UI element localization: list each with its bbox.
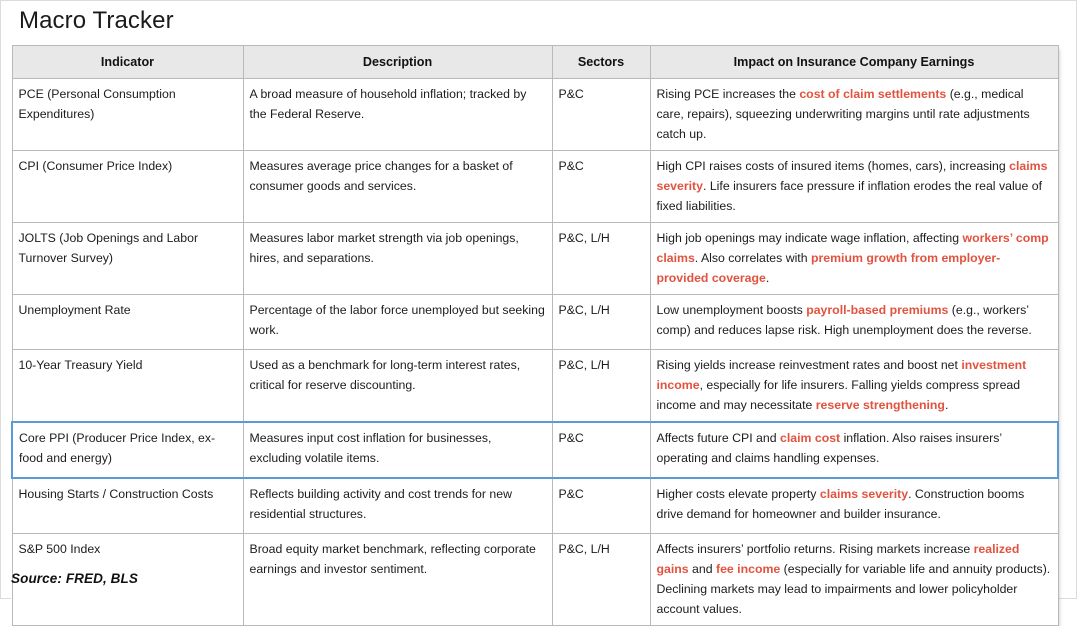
impact-highlight-term: cost of claim settlements xyxy=(799,87,947,101)
impact-text: inflation. Also raises insurers’ operating and claims handling expenses. xyxy=(656,431,1002,465)
table-row[interactable] xyxy=(12,478,1058,533)
table-header-row xyxy=(12,46,1058,79)
impact-text: (especially for variable life and annuity products). Declining markets may lead to impairments and lower policyholder account values. xyxy=(656,561,1051,616)
cell-impact xyxy=(650,422,1058,478)
impact-text: High job openings may indicate wage inflation, affecting xyxy=(656,231,963,245)
impact-text: Rising yields increase reinvestment rates and boost net xyxy=(656,358,962,372)
impact-highlight-term: claims severity xyxy=(656,159,1048,193)
cell-sectors: P&C xyxy=(552,478,650,533)
impact-text: High CPI raises costs of insured items (homes, cars), increasing xyxy=(656,159,1010,173)
impact-text: . Also correlates with xyxy=(694,251,811,265)
impact-text: (e.g., workers’ comp) and reduces lapse risk. High unemployment does the reverse. xyxy=(656,303,1032,337)
cell-description: Broad equity market benchmark, reflecting corporate earnings and investor sentiment. xyxy=(243,533,552,625)
cell-impact xyxy=(650,350,1058,423)
table-header xyxy=(12,46,1058,79)
impact-highlight-term: payroll-based premiums xyxy=(806,303,949,317)
table-row[interactable] xyxy=(12,295,1058,350)
cell-description: Percentage of the labor force unemployed but seeking work. xyxy=(243,295,552,350)
cell-indicator: JOLTS (Job Openings and Labor Turnover Survey) xyxy=(12,223,243,295)
impact-text: . Construction booms drive demand for homeowner and builder insurance. xyxy=(656,487,1025,521)
cell-indicator: CPI (Consumer Price Index) xyxy=(12,151,243,223)
cell-sectors: P&C, L/H xyxy=(552,295,650,350)
impact-highlight-term: reserve strengthening xyxy=(815,398,945,412)
cell-description: Used as a benchmark for long-term interest rates, critical for reserve discounting. xyxy=(243,350,552,423)
table-row[interactable] xyxy=(12,223,1058,295)
cell-indicator: Core PPI (Producer Price Index, ex-food and energy) xyxy=(12,422,243,478)
table-row[interactable] xyxy=(12,350,1058,423)
impact-highlight-term: fee income xyxy=(715,561,781,576)
cell-sectors: P&C xyxy=(552,79,650,151)
cell-description: Measures labor market strength via job openings, hires, and separations. xyxy=(243,223,552,295)
source-note: Source: FRED, BLS xyxy=(11,571,138,586)
impact-highlight-term: investment income xyxy=(656,358,1027,392)
table-row[interactable] xyxy=(12,422,1058,478)
cell-description: Measures average price changes for a basket of consumer goods and services. xyxy=(243,151,552,223)
cell-sectors: P&C, L/H xyxy=(552,350,650,423)
column-header-indicator[interactable]: Indicator xyxy=(12,46,243,79)
macro-tracker-table xyxy=(11,45,1059,626)
impact-text: Higher costs elevate property xyxy=(656,487,820,501)
cell-indicator: S&P 500 Index xyxy=(12,533,243,625)
column-header-description[interactable]: Description xyxy=(243,46,552,79)
cell-impact xyxy=(650,79,1058,151)
table-row[interactable] xyxy=(12,533,1058,625)
page-title: Macro Tracker xyxy=(19,7,174,34)
impact-highlight-term: claims severity xyxy=(819,487,909,501)
cell-indicator: Housing Starts / Construction Costs xyxy=(12,478,243,533)
impact-text: Low unemployment boosts xyxy=(656,303,807,317)
cell-impact xyxy=(650,151,1058,223)
table-row[interactable] xyxy=(12,151,1058,223)
cell-impact xyxy=(650,295,1058,350)
column-header-sectors[interactable]: Sectors xyxy=(552,46,650,79)
impact-text: and xyxy=(688,561,716,576)
table-row[interactable] xyxy=(12,79,1058,151)
cell-sectors: P&C xyxy=(552,151,650,223)
cell-indicator: PCE (Personal Consumption Expenditures) xyxy=(12,79,243,151)
cell-sectors: P&C, L/H xyxy=(552,533,650,625)
macro-tracker-table-container xyxy=(11,45,1057,626)
cell-impact xyxy=(650,533,1058,625)
impact-highlight-term: claim cost xyxy=(780,431,841,445)
cell-impact xyxy=(650,223,1058,295)
impact-text: . xyxy=(944,398,949,412)
impact-highlight-term: workers’ comp claims xyxy=(656,231,1049,265)
cell-description: A broad measure of household inflation; tracked by the Federal Reserve. xyxy=(243,79,552,151)
cell-sectors: P&C xyxy=(552,422,650,478)
impact-text: Affects insurers’ portfolio returns. Rising markets increase xyxy=(656,541,974,556)
cell-impact xyxy=(650,478,1058,533)
impact-text: . xyxy=(765,271,770,285)
impact-text: , especially for life insurers. Falling yields compress spread income and may necessitate xyxy=(656,378,1021,412)
impact-text: (e.g., medical care, repairs), squeezing underwriting margins until rate adjustments catch up. xyxy=(656,87,1030,141)
impact-text: Affects future CPI and xyxy=(656,431,780,445)
impact-highlight-term: realized gains xyxy=(656,541,1020,576)
impact-text: Rising PCE increases the xyxy=(656,87,800,101)
cell-description: Reflects building activity and cost trends for new residential structures. xyxy=(243,478,552,533)
impact-text: . Life insurers face pressure if inflation erodes the real value of fixed liabilities. xyxy=(656,179,1043,213)
cell-description: Measures input cost inflation for businesses, excluding volatile items. xyxy=(243,422,552,478)
cell-sectors: P&C, L/H xyxy=(552,223,650,295)
table-body xyxy=(12,79,1058,626)
cell-indicator: Unemployment Rate xyxy=(12,295,243,350)
column-header-impact[interactable]: Impact on Insurance Company Earnings xyxy=(650,46,1058,79)
impact-highlight-term: premium growth from employer-provided coverage xyxy=(656,251,1001,285)
cell-indicator: 10-Year Treasury Yield xyxy=(12,350,243,423)
